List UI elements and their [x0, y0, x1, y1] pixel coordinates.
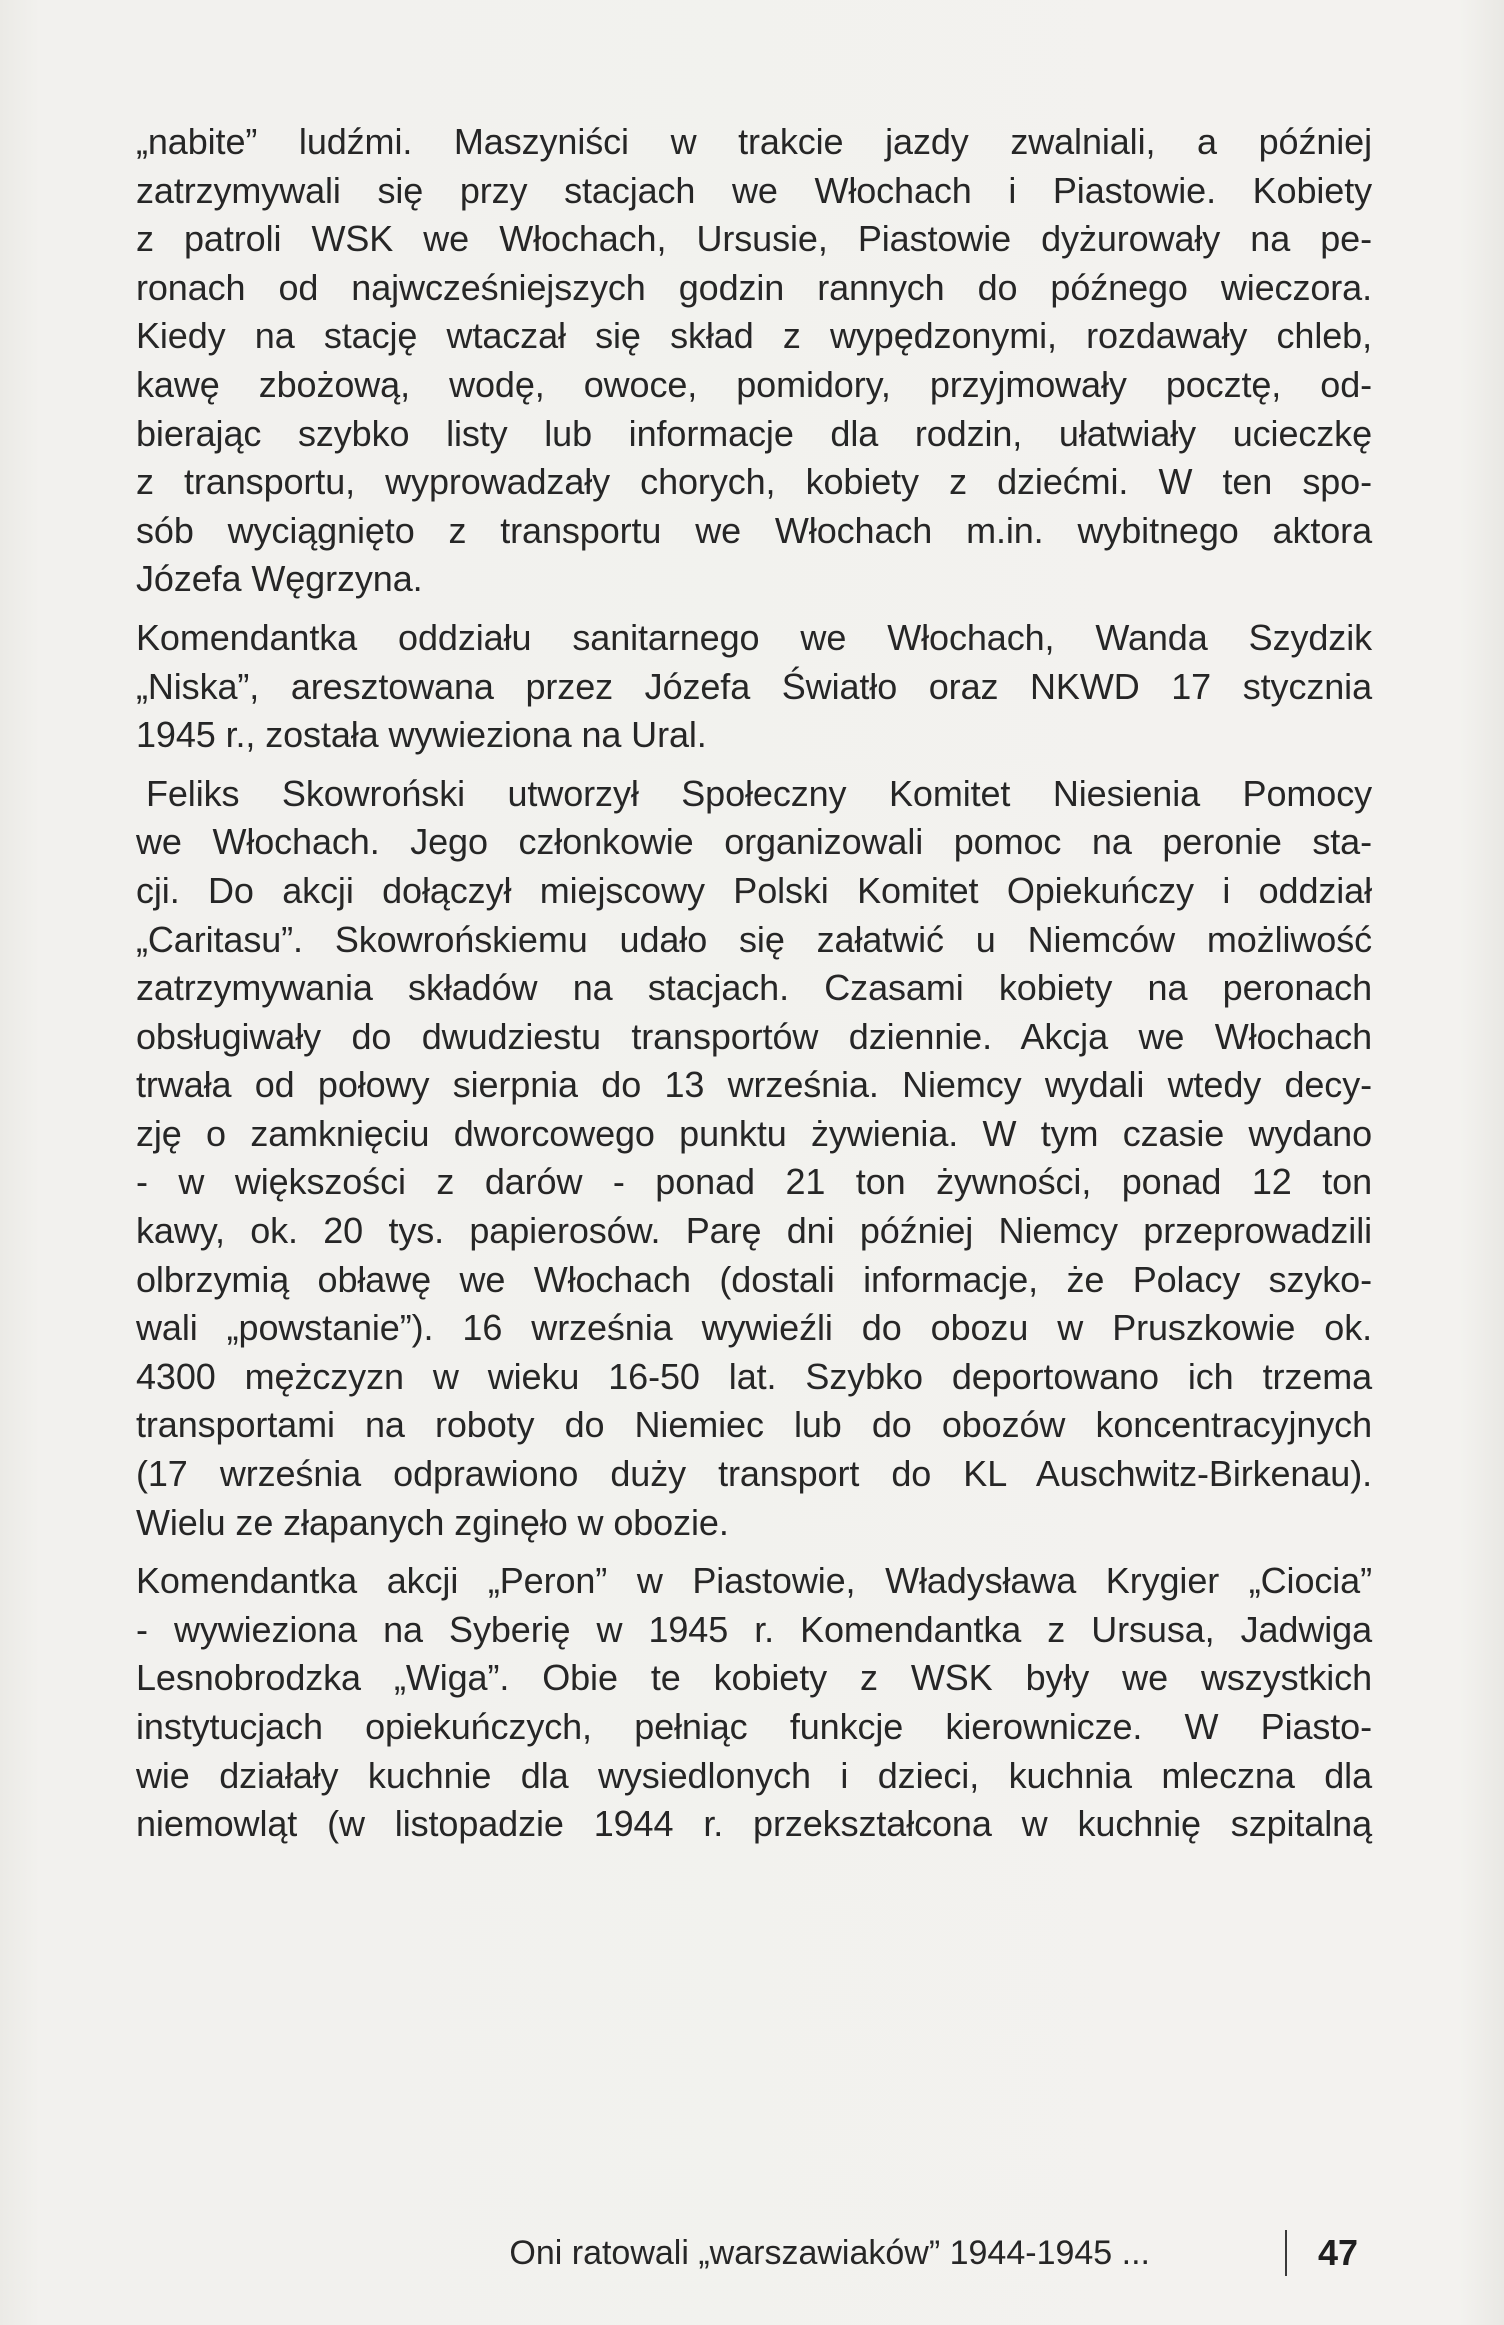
- text-line: Komendantka oddziału sanitarnego we Włochach, Wanda Szydzik: [136, 616, 1372, 658]
- text-line: trwała od połowy sierpnia do 13 września. Niemcy wydali wtedy decy-: [136, 1064, 1372, 1106]
- text-line: (17 września odprawiono duży transport do KL Auschwitz-Birkenau).: [136, 1453, 1372, 1495]
- text-line: wie działały kuchnie dla wysiedlonych i dzieci, kuchnia mleczna dla: [136, 1754, 1372, 1796]
- text-line: bierając szybko listy lub informacje dla rodzin, ułatwiały ucieczkę: [136, 412, 1372, 454]
- text-line: Kiedy na stację wtaczał się skład z wypędzonymi, rozdawały chleb,: [136, 315, 1372, 357]
- text-line: instytucjach opiekuńczych, pełniąc funkcje kierownicze. W Piasto-: [136, 1706, 1372, 1747]
- footer-divider: [1285, 2230, 1287, 2276]
- text-line: we Włochach. Jego członkowie organizowali pomoc na peronie sta-: [136, 821, 1372, 863]
- text-line: kawę zbożową, wodę, owoce, pomidory, przyjmowały pocztę, od-: [136, 363, 1372, 405]
- text-line: Józefa Węgrzyna.: [136, 558, 423, 600]
- text-line: niemowląt (w listopadzie 1944 r. przekształcona w kuchnię szpitalną: [136, 1803, 1372, 1845]
- body-text: [136, 118, 1372, 1859]
- text-line: ronach od najwcześniejszych godzin rannych do późnego wieczora.: [136, 266, 1372, 308]
- text-line: transportami na roboty do Niemiec lub do obozów koncentracyjnych: [136, 1404, 1372, 1446]
- text-line: z transportu, wyprowadzały chorych, kobiety z dziećmi. W ten spo-: [136, 461, 1372, 503]
- text-line: sób wyciągnięto z transportu we Włochach m.in. wybitnego aktora: [136, 509, 1372, 551]
- text-line: „nabite” ludźmi. Maszyniści w trakcie jazdy zwalniali, a później: [136, 121, 1372, 162]
- text-line: Wielu ze złapanych zginęło w obozie.: [136, 1501, 729, 1543]
- running-title: Oni ratowali „warszawiaków” 1944-1945 ...: [509, 2234, 1150, 2272]
- text-line: Feliks Skowroński utworzył Społeczny Komitet Niesienia Pomocy: [146, 772, 1372, 814]
- text-line: - wywieziona na Syberię w 1945 r. Komendantka z Ursusa, Jadwiga: [136, 1608, 1372, 1650]
- text-line: cji. Do akcji dołączył miejscowy Polski Komitet Opiekuńczy i oddział: [136, 869, 1372, 911]
- text-line: zatrzymywania składów na stacjach. Czasami kobiety na peronach: [136, 967, 1372, 1009]
- text-line: wali „powstanie”). 16 września wywieźli do obozu w Pruszkowie ok.: [136, 1307, 1372, 1349]
- text-line: olbrzymią obławę we Włochach (dostali informacje, że Polacy szyko-: [136, 1258, 1372, 1300]
- paragraph-1: [136, 118, 1372, 604]
- text-line: zję o zamknięciu dworcowego punktu żywienia. W tym czasie wydano: [136, 1112, 1372, 1154]
- paragraph-3: [136, 770, 1372, 1548]
- text-line: Komendantka akcji „Peron” w Piastowie, Władysława Krygier „Ciocia”: [136, 1560, 1372, 1602]
- text-line: 4300 mężczyzn w wieku 16-50 lat. Szybko deportowano ich trzema: [136, 1355, 1372, 1397]
- text-line: „Niska”, aresztowana przez Józefa Światło oraz NKWD 17 stycznia: [136, 665, 1372, 707]
- page-number: 47: [1318, 2232, 1359, 2273]
- text-line: z patroli WSK we Włochach, Ursusie, Piastowie dyżurowały na pe-: [136, 218, 1372, 260]
- text-line: 1945 r., została wywieziona na Ural.: [136, 714, 707, 756]
- paragraph-2: [136, 614, 1372, 760]
- paragraph-4: [136, 1557, 1372, 1849]
- text-line: „Caritasu”. Skowrońskiemu udało się załatwić u Niemców możliwość: [136, 918, 1372, 960]
- text-line: Lesnobrodzka „Wiga”. Obie te kobiety z WSK były we wszystkich: [136, 1657, 1372, 1699]
- text-line: obsługiwały do dwudziestu transportów dziennie. Akcja we Włochach: [136, 1015, 1372, 1057]
- text-line: - w większości z darów - ponad 21 ton żywności, ponad 12 ton: [136, 1161, 1372, 1203]
- page-footer: [0, 2228, 1504, 2284]
- text-line: kawy, ok. 20 tys. papierosów. Parę dni później Niemcy przeprowadzili: [136, 1210, 1372, 1252]
- text-line: zatrzymywali się przy stacjach we Włochach i Piastowie. Kobiety: [136, 169, 1372, 211]
